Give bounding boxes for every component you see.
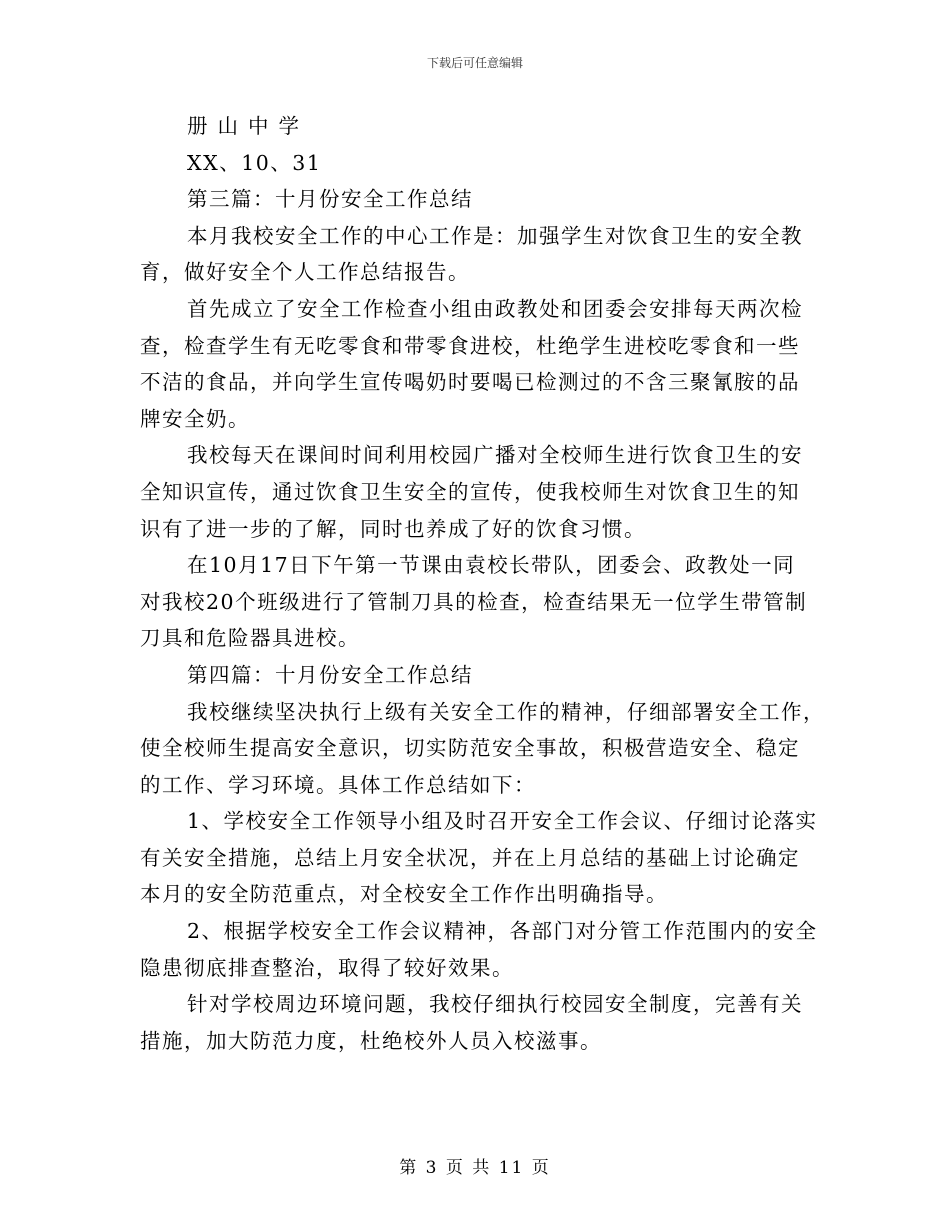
- text-line: 我校每天在课间时间利用校园广播对全校师生进行饮食卫生的安: [187, 443, 803, 468]
- text-line: 的工作、学习环境。具体工作总结如下：: [140, 772, 536, 797]
- page-number-footer: 第 3 页 共 11 页: [399, 1158, 551, 1178]
- text-line: 第三篇：十月份安全工作总结: [187, 187, 473, 212]
- text-line: 不洁的食品，并向学生宣传喝奶时要喝已检测过的不含三聚氰胺的品: [140, 370, 800, 395]
- document-body: [140, 108, 825, 1059]
- text-line: 全知识宣传，通过饮食卫生安全的宣传，使我校师生对饮食卫生的知: [140, 479, 800, 504]
- text-line: 首先成立了安全工作检查小组由政教处和团委会安排每天两次检: [187, 296, 803, 321]
- text-line: 第四篇：十月份安全工作总结: [187, 662, 473, 687]
- text-line: 隐患彻底排查整治，取得了较好效果。: [140, 955, 514, 980]
- text-line: 1、学校安全工作领导小组及时召开安全工作会议、仔细讨论落实: [187, 809, 818, 834]
- text-line: 本月我校安全工作的中心工作是：加强学生对饮食卫生的安全教: [187, 223, 803, 248]
- text-line: 牌安全奶。: [140, 406, 250, 431]
- text-line: 刀具和危险器具进校。: [140, 626, 360, 651]
- text-line: 使全校师生提高安全意识，切实防范安全事故，积极营造安全、稳定: [140, 736, 800, 761]
- text-line: 在10月17日下午第一节课由袁校长带队，团委会、政教处一同: [187, 553, 796, 578]
- text-line: 识有了进一步的了解，同时也养成了好的饮食习惯。: [140, 516, 646, 541]
- text-line: 查，检查学生有无吃零食和带零食进校，杜绝学生进校吃零食和一些: [140, 333, 800, 358]
- text-line: 2、根据学校安全工作会议精神，各部门对分管工作范围内的安全: [187, 919, 818, 944]
- text-line: 册山中学: [187, 114, 309, 138]
- text-line: 我校继续坚决执行上级有关安全工作的精神，仔细部署安全工作，: [187, 699, 825, 724]
- text-line: 本月的安全防范重点，对全校安全工作作出明确指导。: [140, 882, 668, 907]
- text-line: 针对学校周边环境问题，我校仔细执行校园安全制度，完善有关: [187, 992, 803, 1017]
- text-line: 育，做好安全个人工作总结报告。: [140, 260, 470, 285]
- text-line: XX、10、31: [187, 150, 322, 175]
- text-line: 对我校20个班级进行了管制刀具的检查，检查结果无一位学生带管制: [140, 589, 808, 614]
- page-header-note: 下载后可任意编辑: [426, 56, 523, 70]
- text-line: 有关安全措施，总结上月安全状况，并在上月总结的基础上讨论确定: [140, 845, 800, 870]
- text-line: 措施，加大防范力度，杜绝校外人员入校滋事。: [140, 1028, 602, 1053]
